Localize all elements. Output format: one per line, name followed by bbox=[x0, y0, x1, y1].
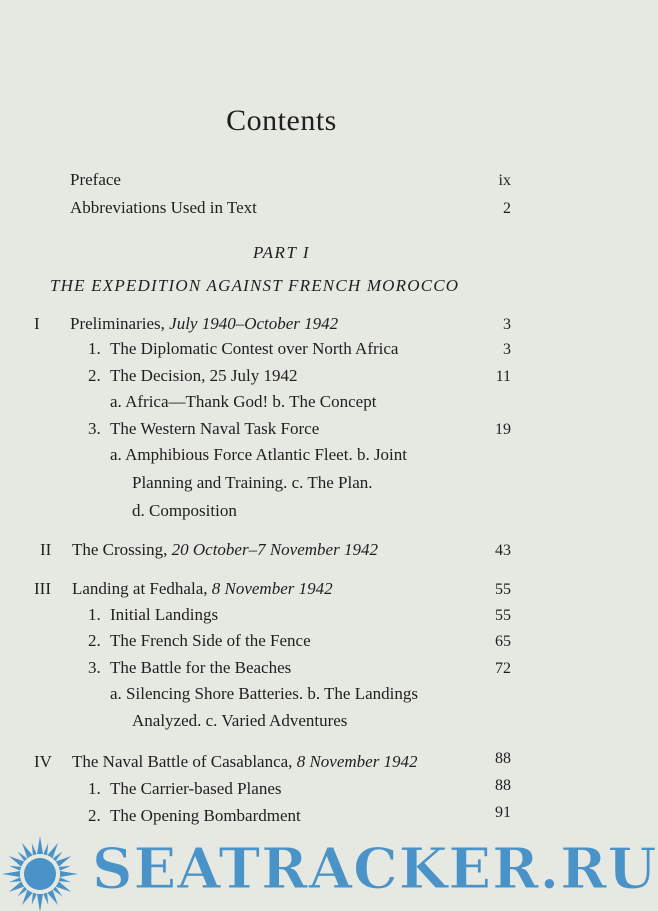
page-number: 65 bbox=[495, 633, 511, 650]
section-number: 3. bbox=[88, 658, 101, 677]
subsection-line: Planning and Training. c. The Plan. bbox=[132, 473, 373, 492]
section-number: 1. bbox=[88, 605, 101, 624]
section-number: 1. bbox=[88, 779, 101, 798]
toc-entry-abbreviations: Abbreviations Used in Text bbox=[70, 198, 257, 217]
page-number: 19 bbox=[495, 421, 511, 438]
page-title: Contents bbox=[226, 104, 337, 137]
part-title: THE EXPEDITION AGAINST FRENCH MOROCCO bbox=[50, 276, 460, 295]
section-title: The Diplomatic Contest over North Africa bbox=[110, 339, 399, 358]
chapter-title: Preliminaries, July 1940–October 1942 bbox=[70, 314, 339, 333]
part-label: PART I bbox=[252, 243, 311, 262]
page-number: 55 bbox=[495, 581, 511, 598]
chapter-title: Landing at Fedhala, 8 November 1942 bbox=[72, 579, 333, 598]
chapter-number: II bbox=[40, 540, 52, 559]
page-number: 2 bbox=[503, 200, 511, 217]
page-number: 43 bbox=[495, 542, 511, 559]
page-number: ix bbox=[498, 172, 511, 189]
section-title: The Decision, 25 July 1942 bbox=[110, 366, 298, 385]
page-number: 88 bbox=[495, 750, 511, 767]
section-title: Initial Landings bbox=[110, 605, 219, 624]
subsection-line: d. Composition bbox=[132, 501, 237, 520]
page-number: 55 bbox=[495, 607, 511, 624]
section-title: The French Side of the Fence bbox=[110, 631, 311, 650]
page-number: 11 bbox=[495, 368, 511, 385]
chapter-number: IV bbox=[34, 752, 52, 771]
page-number: 72 bbox=[495, 660, 511, 677]
chapter-number: I bbox=[34, 314, 40, 333]
page-number: 3 bbox=[503, 341, 511, 358]
page-number: 88 bbox=[495, 777, 511, 794]
toc-entry-preface: Preface bbox=[70, 170, 121, 189]
section-title: The Western Naval Task Force bbox=[110, 419, 320, 438]
section-number: 1. bbox=[88, 339, 101, 358]
chapter-number: III bbox=[34, 579, 51, 598]
section-title: The Opening Bombardment bbox=[110, 806, 301, 825]
subsection-line: Analyzed. c. Varied Adventures bbox=[132, 711, 348, 730]
page-number: 91 bbox=[495, 804, 511, 821]
chapter-title: The Naval Battle of Casablanca, 8 November 1942 bbox=[72, 752, 418, 771]
section-title: The Battle for the Beaches bbox=[110, 658, 292, 677]
subsection-line: a. Silencing Shore Batteries. b. The Landings bbox=[110, 684, 418, 703]
subsection-line: a. Amphibious Force Atlantic Fleet. b. Joint bbox=[110, 445, 408, 464]
section-number: 2. bbox=[88, 631, 101, 650]
watermark-text: SEATRACKER.RU bbox=[92, 836, 658, 902]
section-number: 2. bbox=[88, 806, 101, 825]
section-number: 3. bbox=[88, 419, 101, 438]
section-title: The Carrier-based Planes bbox=[110, 779, 282, 798]
subsection-line: a. Africa—Thank God! b. The Concept bbox=[110, 392, 377, 411]
page-number: 3 bbox=[503, 316, 511, 333]
section-number: 2. bbox=[88, 366, 101, 385]
chapter-title: The Crossing, 20 October–7 November 1942 bbox=[72, 540, 378, 559]
